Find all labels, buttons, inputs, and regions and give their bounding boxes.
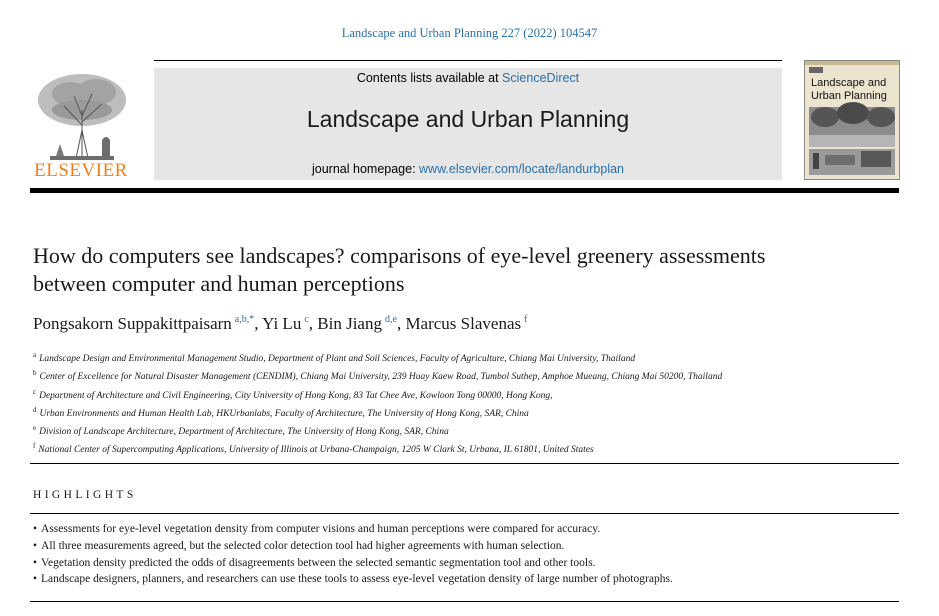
highlight-item: • All three measurements agreed, but the selected color detection tool had higher agreements with human selection. [33,538,893,555]
section-divider [30,463,899,464]
affiliation-item [33,385,893,403]
cover-title [811,77,897,103]
journal-homepage-link[interactable]: www.elsevier.com/locate/landurbplan [419,162,624,176]
affiliation-item [33,439,893,457]
affiliation-item [33,421,893,439]
author-separator: , [396,314,406,333]
journal-title: Landscape and Urban Planning [306,106,630,132]
affiliation-key: a [33,351,37,359]
affiliation-item [33,366,893,384]
journal-masthead [154,68,782,180]
author-separator: , [308,314,318,333]
journal-cover-thumbnail[interactable] [804,60,900,180]
affiliation-text: National Center of Supercomputing Applications, University of Illinois at Urbana-Champaign, 1205 W Clark St, Urbana, IL 61801, United States [38,445,594,456]
contents-line [154,71,782,85]
author-affiliation-marker[interactable]: f [524,314,528,325]
affiliation-text: Urban Environments and Human Health Lab, HKUrbanlabs, Faculty of Architecture, The University of Hong Kong, SAR, China [39,408,529,419]
journal-citation[interactable]: Landscape and Urban Planning 227 (2022) 104547 [341,26,598,40]
author-list [33,314,893,334]
sciencedirect-link[interactable]: ScienceDirect [502,71,580,85]
highlights-heading: HIGHLIGHTS [33,489,137,501]
author-name[interactable]: Yi Lu [262,314,302,333]
homepage-line [154,162,782,176]
author-affiliation-marker[interactable]: c [304,314,309,325]
contents-prefix: Contents lists available at [356,71,503,85]
highlights-list [33,521,893,588]
affiliation-text: Center of Excellence for Natural Disaster Management (CENDIM), Chiang Mai University, 239 Huay Kaew Road, Tumbol Suthep, Amphoe Mueang, Chiang Mai 50200, Thailand [39,372,723,383]
homepage-prefix: journal homepage: [312,162,420,176]
author-name[interactable]: Marcus Slavenas [405,314,522,333]
header-top-rule [154,60,782,61]
affiliation-item [33,348,893,366]
highlight-item: • Landscape designers, planners, and researchers can use these tools to assess eye-level vegetation density of large number of photographs. [33,571,893,588]
affiliation-text: Landscape Design and Environmental Management Studio, Department of Plant and Soil Sciences, Faculty of Agriculture, Chiang Mai University, Thailand [39,354,636,364]
affiliation-key: f [33,442,36,451]
affiliation-text: Department of Architecture and Civil Engineering, City University of Hong Kong, 83 Tat Chee Ave, Kowloon Tong 00000, Hong Kong, [39,390,553,401]
affiliation-key: e [33,424,37,433]
affiliation-key: c [33,387,37,396]
cover-title-line1: Landscape and [811,77,887,89]
highlights-top-rule [30,513,899,514]
affiliation-key: d [33,405,37,414]
affiliation-text: Division of Landscape Architecture, Department of Architecture, The University of Hong Kong, SAR, China [39,427,449,438]
author-name[interactable]: Bin Jiang [317,314,382,333]
highlight-item: • Assessments for eye-level vegetation density from computer visions and human perceptions were compared for accuracy. [33,521,893,538]
cover-title-line2: Urban Planning [811,90,887,102]
header-thick-rule [30,188,899,193]
author-separator: , [254,314,263,333]
affiliation-item [33,403,893,421]
elsevier-wordmark: ELSEVIER [34,160,128,181]
author-affiliation-marker[interactable]: d,e [384,314,397,325]
highlight-item: • Vegetation density predicted the odds of disagreements between the selected semantic segmentation tool and other tools. [33,555,893,572]
author-affiliation-marker[interactable]: a,b,* [234,314,255,325]
article-title: How do computers see landscapes? comparisons of eye-level greenery assessments between computer and human perceptions [33,243,766,296]
highlights-bottom-rule [30,601,899,602]
affiliation-key: b [33,369,37,378]
author-name[interactable]: Pongsakorn Suppakittpaisarn [33,314,232,333]
affiliation-list [33,348,893,458]
